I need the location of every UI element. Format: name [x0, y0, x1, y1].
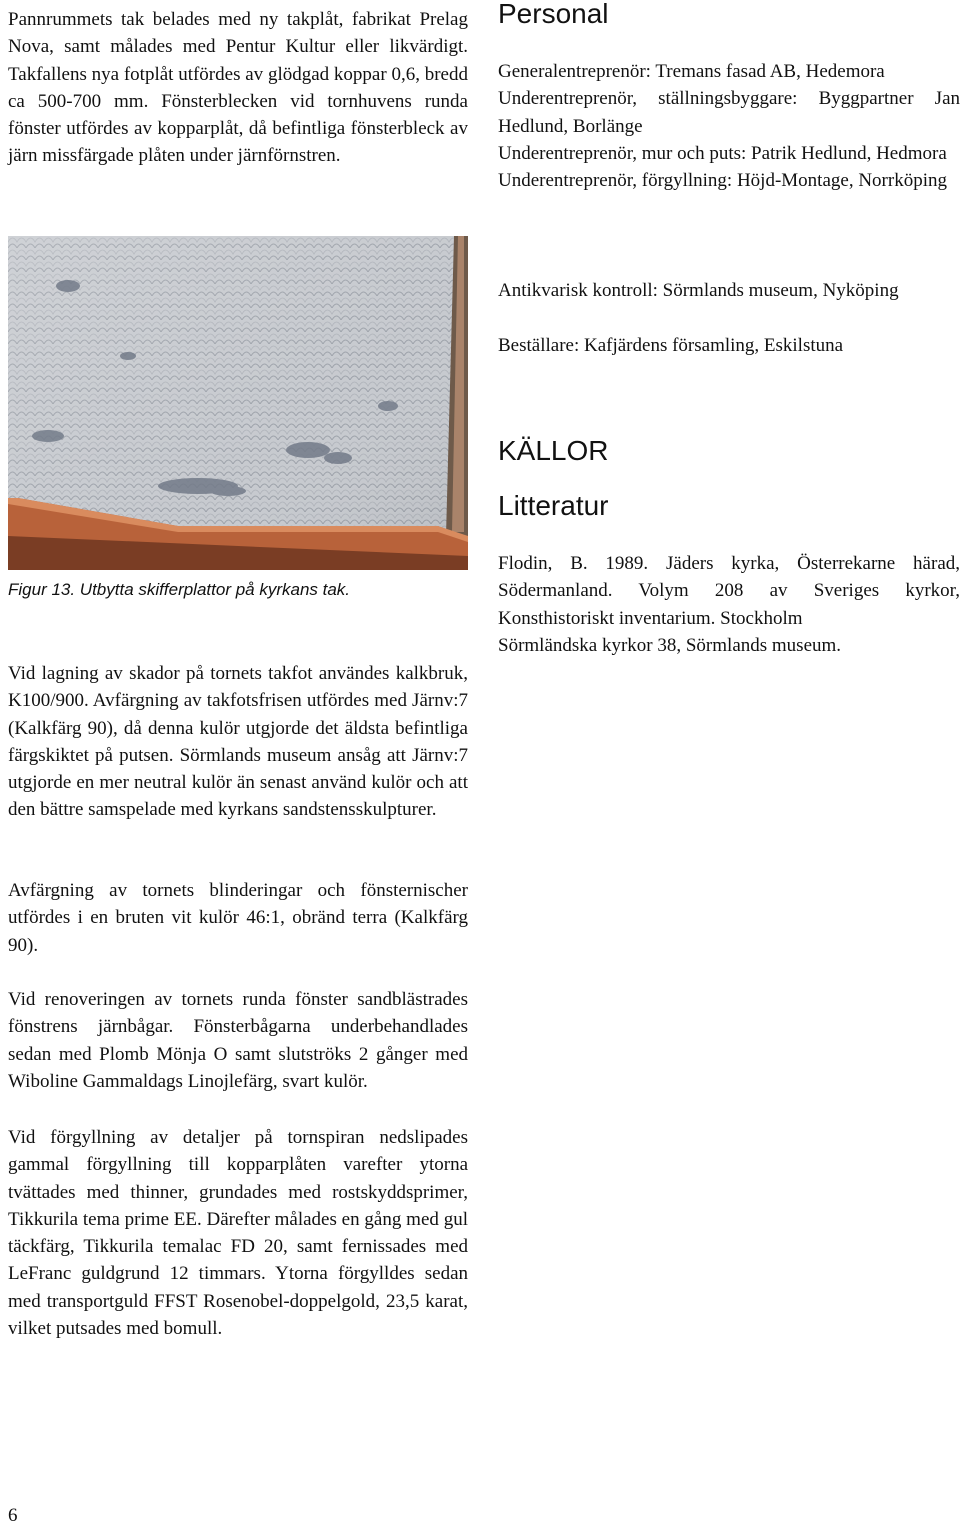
bestallare: Beställare: Kafjärdens församling, Eskilstuna: [498, 335, 844, 356]
personal-line-mur: Underentreprenör, mur och puts: Patrik Hedlund, Hedmora: [498, 142, 947, 164]
litteratur-item-flodin: Flodin, B. 1989. Jäders kyrka, Österrekarne härad, Södermanland. Volym 208 av Sveriges kyrkor, Konsthistoriskt inventarium. Stockholm: [498, 553, 960, 629]
kallor-heading: KÄLLOR: [498, 435, 609, 466]
personal-line-general: Generalentreprenör: Tremans fasad AB, Hedemora: [498, 61, 885, 82]
paragraph-takfot: Vid lagning av skador på tornets takfot användes kalkbruk, K100/900. Avfärgning av takfotsfrisen utfördes med Järnv:7 (Kalkfärg 90), då denna kulör utgjorde det äldsta befintliga färgskiktet på putsen. Sörmlands museum ansåg att Järnv:7 utgjorde en mer neutral kulör än senast använd kulör och att den bättre samspelade med kyrkans sandstensskulpturer.: [8, 663, 468, 821]
paragraph-forgyllning: Vid förgyllning av detaljer på tornspiran nedslipades gammal förgyllning till kopparplåten varefter ytorna tvättades med thinner, grundades med rostskyddsprimer, Tikkurila tema prime EE. Därefter målades en gång med gul täckfärg, Tikkurila temalac FD 20, samt fernissades med LeFranc guldgrund 12 timmars. Ytorna förgylldes sedan med transportguld FFST Rosenobel-doppelgold, 23,5 karat, vilket putsades med bomull.: [8, 1127, 468, 1340]
personal-heading: Personal: [498, 0, 609, 29]
personal-list: [498, 58, 960, 194]
personal-line-forgyllning: Underentreprenör, förgyllning: Höjd-Montage, Norrköping: [498, 170, 947, 192]
paragraph-blinderingar: Avfärgning av tornets blinderingar och fönsternischer utfördes i en bruten vit kulör 46:1, obränd terra (Kalkfärg 90).: [8, 880, 468, 956]
roof-photo: [8, 236, 468, 570]
litteratur-list: [498, 550, 960, 659]
figure-caption: Figur 13. Utbytta skifferplattor på kyrkans tak.: [8, 580, 351, 599]
antikvarisk-kontroll: Antikvarisk kontroll: Sörmlands museum, Nyköping: [498, 280, 899, 301]
personal-line-stallning: Underentreprenör, ställningsbyggare: Byggpartner Jan Hedlund, Borlänge: [498, 88, 960, 137]
paragraph-fonster: Vid renoveringen av tornets runda fönster sandblästrades fönstrens järnbågar. Fönsterbågarna underbehandlades sedan med Plomb Mönja O samt slutströks 2 gånger med Wiboline Gammaldags Linojlefärg, svart kulör.: [8, 989, 468, 1092]
litteratur-heading: Litteratur: [498, 490, 609, 521]
intro-paragraph: Pannrummets tak belades med ny takplåt, fabrikat Prelag Nova, samt målades med Pentur Kultur eller likvärdigt. Takfallens nya fotplåt utfördes av glödgad koppar 0,6, bredd ca 500-700 mm. Fönsterblecken vid tornhuvens runda fönster utfördes av kopparplåt, då befintliga fönsterbleck av järn missfärgade plåten under järnförnstren.: [8, 9, 468, 167]
litteratur-item-sormlandska: Sörmländska kyrkor 38, Sörmlands museum.: [498, 634, 842, 656]
page-number: 6: [8, 1505, 18, 1526]
